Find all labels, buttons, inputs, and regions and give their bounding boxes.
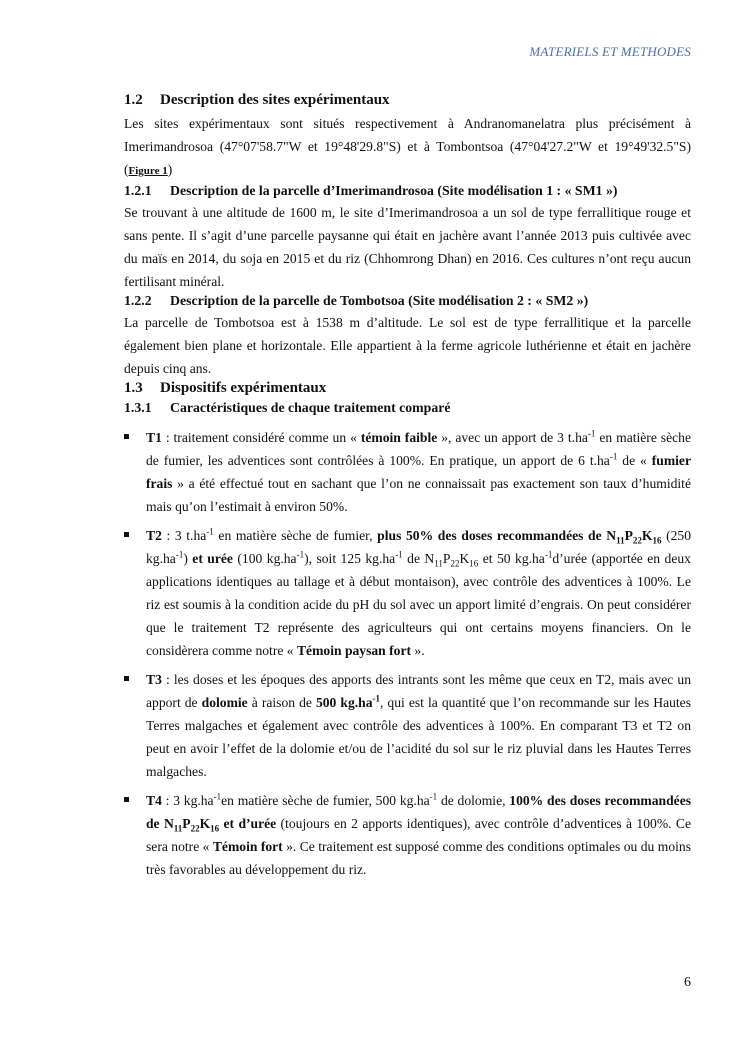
treatment-item-t2: T2 : 3 $t.ha^{-1}$ en matière sèche de fumier, plus 50% des doses recommandées de $N_{11}P_{22}K_{16}$ (250 $kg.ha^{-1}$) et urée (100 $kg.ha^{-1}$), soit 125 $kg.ha^{-1}$ de $N_{11}P_{22}K_{16}$ et 50 $kg.ha^{-1}d’urée$ (apportée en deux applications identiques au tallage et à début montaison), avec contrôle des adventices à 100%. Le riz est soumis à la condition acide du pH du sol avec un apport limité d’engrais. On peut considérer que le traitement T2 représente des agriculteurs qui ont certains moyens financiers. On le considèrera comme notre « Témoin paysan fort ».: [124, 524, 691, 662]
section-heading-1-3-1: [124, 400, 691, 416]
section-number: 1.2: [124, 92, 143, 108]
treatment-item-t3: T3 : les doses et les époques des apports des intrants sont les même que ceux en T2, mais avec un apport de dolomie à raison de 500 $kg.ha^{-1}$, qui est la quantité que l’on recommande sur les Hautes Terres malgaches et également avec contrôle des adventices à 100%. En comparant T3 et T2 on peut en avoir l’effet de la dolomie et/ou de l’acidité du sol sur le riz pluvial dans les Hautes Terres malgaches.: [124, 668, 691, 783]
page-number: 6: [684, 975, 691, 990]
section-number: 1.2.1: [124, 183, 152, 198]
running-header: MATERIELS ET METHODES: [529, 44, 691, 59]
square-bullet-icon: [124, 676, 129, 681]
page-body: [124, 92, 691, 887]
section-title: Dispositifs expérimentaux: [160, 380, 327, 396]
square-bullet-icon: [124, 797, 129, 802]
section-number: 1.3.1: [124, 400, 152, 415]
treatment-list: [124, 426, 691, 881]
paragraph-tombotsoa: La parcelle de Tombotsoa est à 1538 m d’altitude. Le sol est de type ferrallitique et la parcelle également bien plane et horizontale. Elle appartient à la ferme agricole luthérienne et était en jachère depuis cinq ans.: [124, 315, 691, 376]
section-title: Description de la parcelle d’Imerimandrosoa (Site modélisation 1 : « SM1 »): [170, 183, 618, 198]
section-number: 1.3: [124, 380, 143, 396]
square-bullet-icon: [124, 532, 129, 537]
figure-reference-link[interactable]: Figure 1: [128, 165, 168, 177]
treatment-item-t1: T1 : traitement considéré comme un « témoin faible », avec un apport de 3 $t.ha^{-1}$ en matière sèche de fumier, les adventices sont contrôlées à 100%. En pratique, un apport de 6 $t.ha^{-1}$ de « fumier frais » a été effectué tout en sachant que l’on ne connaissait pas exactement son taux d’humidité mais qu’on l’estimait à environ 50%.: [124, 426, 691, 518]
section-title: Description de la parcelle de Tombotsoa (Site modélisation 2 : « SM2 »): [170, 293, 589, 308]
paragraph-sites: Les sites expérimentaux sont situés respectivement à Andranomanelatra plus précisément à Imerimandrosoa (47°07'58.7"W et 19°48'29.8"S) et à Tombontsoa (47°04'27.2"W et 19°49'32.5"S) (Figure 1): [124, 116, 691, 177]
section-heading-1-2-1: [124, 183, 691, 199]
section-heading-1-2: [124, 92, 691, 109]
square-bullet-icon: [124, 434, 129, 439]
section-heading-1-2-2: [124, 293, 691, 309]
section-title: Caractéristiques de chaque traitement comparé: [170, 400, 451, 415]
section-number: 1.2.2: [124, 293, 152, 308]
paragraph-imerimandrosoa: Se trouvant à une altitude de 1600 m, le site d’Imerimandrosoa a un sol de type ferrallitique rouge et sans pente. Il s’agit d’une parcelle paysanne qui était en jachère avant l’année 2013 puis cultivée avec du maïs en 2014, du soja en 2015 et du riz (Chhomrong Dhan) en 2016. Ces cultures n’ont reçu aucun fertilisant minéral.: [124, 205, 691, 289]
treatment-item-t4: T4 : 3 $kg.ha^{-1}en$ matière sèche de fumier, 500 $kg.ha^{-1}$ de dolomie, 100% des doses recommandées de $N_{11}P_{22}K_{16}$ et d’urée (toujours en 2 apports identiques), avec contrôle d’adventices à 100%. Ce sera notre « Témoin fort ». Ce traitement est supposé comme des conditions optimales ou du moins très favorables au développement du riz.: [124, 789, 691, 881]
section-heading-1-3: [124, 380, 691, 397]
section-title: Description des sites expérimentaux: [160, 92, 390, 108]
